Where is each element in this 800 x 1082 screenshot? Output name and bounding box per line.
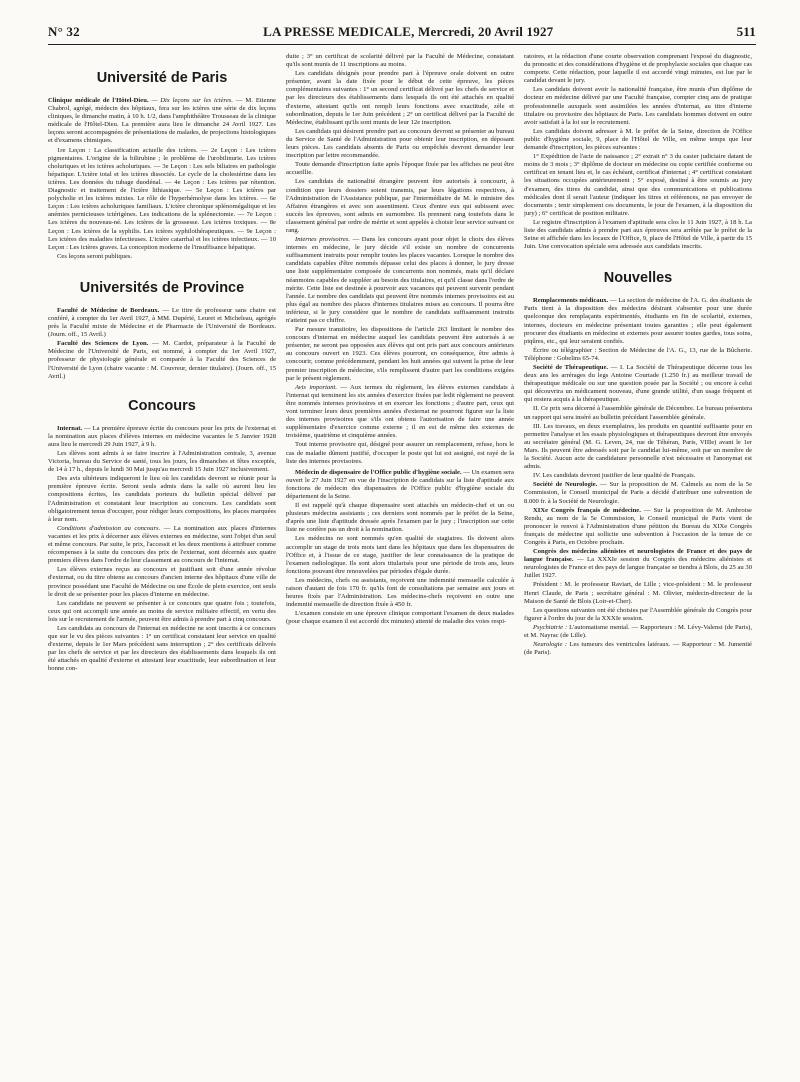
congres-medecine-body: — Sur la proposition de M. Ambroise Rendu, au nom de la 5e Commission, le Conseil municipal de Paris vient de prononcer le renvoi à l'Administration d'une pétition du Bureau du XIXe Congrès français de médecine qui sollicite une subvention à l'occasion de la tenue de ce Congrès à Paris, en Octobre prochain. [524, 506, 752, 546]
column-3 [524, 53, 752, 1063]
col3-p1: ratoires, et la rédaction d'une courte observation comprenant l'exposé du diagnostic, du pronostic et des considérations d'hygiène et de prophylaxie sociales que chaque cas comporte. Cette rédaction, pour laquelle il est accordé vingt minutes, est lue par le candidat devant le jury. [524, 53, 752, 85]
lecons-end: Ces leçons seront publiques. [57, 252, 133, 260]
internat-p5: Les candidats ne peuvent se présenter à ce concours que quatre fois ; toutefois, ceux qui ont accompli une année au moins de service militaire effectif, en vertu des lois sur le recrutement de l'armée, peuvent être admis à prendre part à cinq concours. [48, 599, 276, 623]
col2-p4: Toute demande d'inscription faite après l'époque fixée par les affiches ne peut être accueillie. [286, 161, 514, 177]
provisoires-lead: Internes provisoires. [295, 236, 351, 244]
internat-p6: Les candidats au concours de l'internat en médecine ne sont inscrits à ce concours que sur le vu des pièces suivantes : 1° un certificat constatant leur service en qualité d'externe, depuis le 1er Mars précédent sans interruption ; 2° des certificats délivrés par les chefs de service et par les directeurs des établissements dans lesquels ils ont été attachés en qualité d'externe et attestant leur exactitude, leur subordination et leur bonne con- [48, 624, 276, 673]
col2-p14: L'examen consiste en une épreuve clinique comportant l'examen de deux malades (pour chaque examen il est accordé dix minutes) attenté de maladie des voies respi- [286, 610, 514, 626]
important-lead: Avis important. [295, 383, 338, 391]
col2-p11: Il est rappelé qu'à chaque dispensaire sont attachés un médecin-chef et un ou plusieurs médecins assistants ; ces derniers sont nommés par le préfet de la Seine, d'après une liste d'aptitude dressée après l'examen par le jury ; l'inscription sur cette liste ne confère pas un droit à la nomination. [286, 502, 514, 534]
col3-p2: Les candidats doivent avoir la nationalité française, être munis d'un diplôme de docteur en médecine délivré par une Faculté française, compter cinq ans de pratique professionnelle auxquels sont assimilées les années d'internat, au titre d'interne titulaire ou provisoire des hôpitaux de Paris. Les candidats hommes doivent en outre avoir satisfait à la loi sur le recrutement. [524, 86, 752, 126]
column-1 [48, 53, 276, 1063]
internat-p3: Des avis ultérieurs indiqueront le lieu où les candidats devront se réunir pour la première épreuve écrite. Seront seuls admis dans la salle où auront lieu les compositions écrites, les candidats porteurs du bulletin spécial délivré par l'Administration et constatant leur inscription au concours. Les candidats sont obligatoirement tenus d'occuper, pour rédiger leurs compositions, les places marquées à leur nom. [48, 475, 276, 523]
col3-p5: Le registre d'inscription à l'examen d'aptitude sera clos le 11 Juin 1927, à 18 h. La liste des candidats admis à prendre part aux épreuves sera arrêtée par le préfet de la Seine et affichée dans les locaux de l'Office, 9, place de l'Hôtel de Ville, à partir du 15 Juin. Une convocation spéciale sera adressée aux candidats inscrits. [524, 218, 752, 251]
alienistes-questions: Les questions suivantes ont été choisies par l'Assemblée générale du Congrès pour figurer à l'ordre du jour de la XXXIe session. [524, 606, 752, 622]
conditions-body: — La nomination aux places d'internes vacantes et les prix à décerner aux élèves externes en médecine, sont l'objet d'un seul et même concours. Par suite, le prix, l'accessit et les deux mentions à attribuer comme récompenses à la suite du concours des prix de l'externat, sont décernés aux quatre premiers élèves dans l'ordre de leur classement au concours de l'internat. [48, 524, 276, 565]
therapeutique-body: — I. La Société de Thérapeutique décerne tous les deux ans les arrérages du legs Antoine Courtade (1.250 fr.) au meilleur travail de thérapeutique médicale ou sur une question posée par la Société ; ou encore à celui qui découvrira un médicament nouveau, d'une grande utilité, d'un usage fréquent et qui restera acquis à la thérapeutique. [524, 364, 752, 404]
col2-p2: Les candidats désignés pour prendre part à l'épreuve orale doivent en outre présenter, avant la date fixée pour le début de cette épreuve, les pièces complémentaires suivantes : 1° un second certificat délivré par les chefs de service et par les directeurs des établissements dans lesquels ils ont été attachés en qualité d'externe, attestant qu'ils ont rempli leurs fonctions avec exactitude, zèle et subordination, depuis le 1er Juin précédent ; 2° un certificat délivré par la Faculté de Médecine, établissant qu'ils sont munis de leur 12e inscription. [286, 70, 514, 126]
col2-p5: Les candidats de nationalité étrangère peuvent être autorisés à concourir, à condition que leurs dossiers soient transmis, par leurs légations respectives, à l'Administration de l'Assistance publique, par l'intermédiaire de M. le ministre des Affaires étrangères et avec son assentiment. Ceux d'entre eux qui subissent avec succès les épreuves, sont admis en surnombre. Ils prennent rang toutefois dans le classement général par ordre de mérite et sont appelés à choisir leur service suivant ce rang. [286, 178, 514, 234]
section-title: Université de Paris [96, 70, 228, 86]
neurologie-body: — Sur la proposition de M. Calmels au nom de la 5e Commission, le Conseil municipal de Paris a décidé d'attribuer une subvention de 8.000 fr. à la Société de Neurologie. [524, 481, 752, 505]
clinique-body: — M. Etienne Chabrol, agrégé, médecin des hôpitaux, fera sur les ictères une série de dix leçons cliniques, le dimanche matin, à 10 h. 1/2, dans l'amphithéâtre Trousseau de la clinique médicale de l'Hôtel-Dieu. La première aura lieu le dimanche 24 Avril 1927. Les leçons seront accompagnées de présentations de malades, de projections histologiques et d'examens chimiques. [48, 97, 276, 145]
hygiene-paragraph [286, 469, 514, 501]
section-nouvelles [548, 269, 728, 287]
important-body: — Aux termes du règlement, les élèves externes candidats à l'internat qui terminent les six années d'exercice fixées par ledit règlement ne peuvent être nommés internes provisoires et en exercer les fonctions ; d'autre part, ceux qui vont terminer leurs deux premières années d'externat ne pourront figurer sur la liste des internes provisoires que s'ils ont obtenu l'autorisation de faire une année supplémentaire d'exercice comme externe ; il en est de même des externes de troisième, quatrième et cinquième années. [286, 383, 514, 440]
hygiene-lead: Médecin de dispensaire de l'Office public d'hygiène sociale. [295, 468, 462, 476]
clinique-paragraph [48, 97, 276, 146]
psychiatrie-body: L'automatisme mental. — Rapporteurs : M. Lévy-Valensi (de Paris), et M. Nayrac (de Lille). [524, 623, 752, 639]
remplacements-contact: Écrire ou télégraphier : Section de Médecine de l'A. G., 13, rue de la Bûcherie. Téléphone : Gobelins 65-74. [524, 346, 752, 362]
clinique-lead: Clinique médicale de l'Hôtel-Dieu. [48, 97, 149, 104]
page-header [48, 24, 756, 45]
col3-p3: Les candidats doivent adresser à M. le préfet de la Seine, direction de l'Office public d'hygiène sociale, 9, place de l'Hôtel de Ville, en même temps que leur demande d'inscription, les pièces suivantes : [524, 127, 752, 152]
hygiene-body: — Un examen sera ouvert le 27 Juin 1927 en vue de l'inscription de candidats sur la liste d'aptitude aux fonctions de médecin des dispensaires de l'Office public d'hygiène sociale du département de la Seine. [286, 468, 514, 500]
internat-p4: Les élèves externes reçus au concours et justifiant soit d'une année révolue d'externat, ou du titre obtenu au concours d'ancien interne des hôpitaux d'une ville de province possédant une Faculté de Médecine ou une École de plein exercice, ont seuls le droit de se présenter pour les places d'interne en médecine. [48, 566, 276, 598]
congres-medecine-lead: XIXe Congrès français de médecine. [533, 506, 641, 514]
internat-body: — La première épreuve écrite du concours pour les prix de l'externat et la nomination aux places d'élèves internes en médecine vacantes le 5 Janvier 1928 aura lieu le mercredi 29 Juin 1927, à 9 h. [48, 424, 276, 448]
col2-p9: Tout interne provisoire qui, désigné pour assurer un remplacement, refuse, hors le cas de maladie dûment justifié, d'occuper le poste qui lui est assigné, est rayé de la liste des internes provisoires. [286, 441, 514, 465]
column-2 [286, 53, 514, 1063]
remplacements-paragraph [524, 297, 752, 346]
section-title: Nouvelles [603, 270, 673, 287]
columns [48, 53, 756, 1063]
psychiatrie-paragraph [524, 624, 752, 640]
provisoires-paragraph [286, 236, 514, 325]
important-paragraph [286, 384, 514, 441]
alienistes-lead: Congrès des médecins aliénistes et neurologistes de France et des pays de langue française. [524, 548, 752, 564]
section-universites-province [72, 279, 252, 297]
congres-medecine-paragraph [524, 507, 752, 547]
internat-paragraph [48, 425, 276, 449]
remplacements-lead: Remplacements médicaux. [533, 297, 609, 305]
section-universite-paris [72, 69, 252, 87]
col2-p3: Les candidats qui désirent prendre part au concours devront se présenter au bureau du Service de Santé de l'Administration pour obtenir leur inscription, en déposant leurs pièces. Les candidats absents de Paris ou empêchés devront demander leur inscription par lettre recommandée. [286, 127, 514, 160]
psychiatrie-lead: Psychiatrie : [533, 623, 568, 631]
bordeaux-body: — Le titre de professeur sans chaire est conféré, à compter du 1er Avril 1927, à MM. Dupérié, Leuret et Micheleau, agrégés près la Faculté mixte de Médecine et de Pharmacie de l'Université de Bordeaux. (Journ. off., 15 Avril.) [48, 306, 276, 339]
alienistes-bureau: Président : M. le professeur Raviart, de Lille ; vice-président : M. le professeur Henri Claude, de Paris ; secrétaire général : M. Olivier, médecin-directeur de la Maison de Santé de Blois (Loir-et-Cher). [524, 581, 752, 605]
section-title: Universités de Province [79, 279, 245, 296]
col2-p7: Par mesure transitoire, les dispositions de l'article 263 limitant le nombre des concours d'internat en médecine auquel les candidats peuvent être autorisés à se présenter, ne seront pas opposées aux élèves qui ont pris part aux concours antérieurs au concours ouvert en 1923. Ces élèves pourront, en conséquence, être admis à concourir, comme précédemment, pendant les huit années qui suivent la prise de leur premier inscription de médecine, s'ils remplissent d'autre part les conditions exigées par le présent règlement. [286, 326, 514, 382]
journal-title: LA PRESSE MEDICALE, Mercredi, 20 Avril 1927 [263, 24, 554, 39]
lecons-list: 1re Leçon : La classification actuelle des ictères. — 2e Leçon : Les ictères pigmentaires. L'origine de la bilirubine ; le problème de l'urobilinurie. Les ictères choluriques et les ictères acholuriques. — 3e Leçon : Les sels biliaires en pathologie hépatique. L'ictère total et les ictères dissociés. Le cycle de la cholestérine dans les ictères. Les données du tubage duodénal. — 4e Leçon : Les ictères par rétention. Diagnostic et traitement de l'ictère lithiasique. — 5e Leçon : Les ictères par polycholie et les ictères mixtes. Le rôle de l'hyperhémolyse dans les ictères. — 6e Leçon : Les ictères acholuriques familiaux. L'ictère chronique splénomégalique et les anémies pernicieuses ictérigènes. Les indications de la splénectomie. — 7e Leçon : Les ictères du nouveau-né. Les ictères de la grossesse. Les ictères toxiques. — 8e Leçon : Les ictères de la syphilis. Les ictères syphilothérapeutiques. — 9e Leçon : Les ictères des maladies infectieuses. L'ictère catarrhal et les ictères infectieux. — 10 Leçon : Les ictères graves. La conception moderne de l'insuffisance hépatique. [48, 146, 276, 251]
therapeutique-ii: II. Ce prix sera décerné à l'assemblée générale de Décembre. Le bureau présentera un rapport qui sera inséré au bulletin précédant l'assemblée générale. [524, 405, 752, 421]
lyon-paragraph [48, 340, 276, 380]
col3-p4: 1° Expédition de l'acte de naissance ; 2° extrait n° 3 du casier judiciaire datant de moins de 3 mois ; 3° diplôme de docteur en médecine ou copie certifiée conforme ou certificat en tenant lieu et, le cas échéant, certificat d'internat ; 4° certificat constatant les situations occupées antérieurement ; 5° exposé, destiné à être soumis au jury d'examen, des titres du candidat, ainsi que des communications et publications médicales dont il serait l'auteur (indiquer les titres et références, ne pas envoyer de documents ; tenir simplement ces documents, le jour de l'examen, à la disposition du jury) ; 6° certificat de position militaire. [524, 153, 752, 217]
neurologie-lead: Société de Neurologie. [533, 481, 598, 489]
alienistes-body: — La XXXIe session du Congrès des médecins aliénistes et neurologistes de France et des pays de langue française se tiendra à Blois, du 25 au 30 Juillet 1927. [524, 556, 752, 580]
conditions-lead: Conditions d'admission au concours. [57, 524, 161, 532]
lyon-body: — M. Cardot, préparateur à la Faculté de Médecine de l'Université de Paris, est nommé, à compter du 1er Avril 1927, professeur de physiologie générale et comparée à la Faculté des Sciences de l'Université de Lyon (chaire vacante : M. Couvreur, dernier titulaire). (Journ. off., 15 Avril.) [48, 340, 276, 380]
neurologie-topic-body: Les tumeurs des ventricules latéraux. — Rapporteur : M. Jumentié (de Paris). [524, 641, 752, 657]
therapeutique-paragraph [524, 364, 752, 404]
page-number: 511 [736, 24, 756, 39]
clinique-subtitle: — Dix leçons sur les ictères. [151, 97, 233, 104]
neurologie-topic-paragraph [524, 641, 752, 657]
section-title: Concours [128, 397, 196, 414]
neurologie-paragraph [524, 481, 752, 505]
bordeaux-lead: Faculté de Médecine de Bordeaux. [57, 306, 160, 314]
neurologie-topic-lead: Neurologie : [533, 641, 568, 649]
alienistes-paragraph [524, 548, 752, 580]
col2-p12: Les médecins ne sont nommés qu'en qualité de stagiaires. Ils doivent alors accomplir un stage de trois mois tant dans les hôpitaux que dans les dispensaires de l'Office et, à l'issue de ce stage, justifier de leur connaissance de la pratique de l'examen radiologique. Ils sont alors titularisés pour une période de trois ans, leurs fonctions pouvant être renouvelées par périodes d'égale durée. [286, 535, 514, 575]
internat-p2: Les élèves sont admis à se faire inscrire à l'Administration centrale, 3, avenue Victoria, bureau du Service de santé, tous les jours, les dimanches et fêtes exceptés, de 14 à 17 h., depuis le lundi 30 Mai jusqu'au mercredi 15 Juin 1927 inclusivement. [48, 450, 276, 474]
internat-lead: Internat. [57, 424, 83, 432]
therapeutique-iii: III. Les travaux, en deux exemplaires, les produits en quantité suffisante pour en permettre l'analyse et les essais physiologiques et thérapeutiques devront être envoyés au secrétaire général (M. G. Leven, 24, rue de Téhéran, Paris, VIIIe) avant le 1er Mars. Ils peuvent être adressés soit par le candidat lui-même, soit par un membre de la Société. Aucun acte de candidature personnelle n'est nécessaire et l'anonymat est admis. [524, 422, 752, 471]
section-concours [72, 397, 252, 415]
issue-number: N° 32 [48, 24, 80, 39]
col2-p1: duite ; 3° un certificat de scolarité délivré par la Faculté de Médecine, constatant qu'ils sont munis de 11 inscriptions au moins. [286, 53, 514, 69]
lyon-lead: Faculté des Sciences de Lyon. [57, 340, 149, 348]
col2-p13: Les médecins, chefs ou assistants, reçoivent une indemnité mensuelle calculée à raison d'autant de fois 170 fr. qu'ils font de consultations par semaine aux jours et heures fixés par l'Administration. Les médecins-chefs reçoivent en outre une indemnité mensuelle de direction fixée à 450 fr. [286, 576, 514, 609]
provisoires-body: — Dans les concours ayant pour objet le choix des élèves internes en médecine, le jury décide s'il existe un nombre de concurrents suffisamment instruits pour remplir toutes les places vacantes. Lorsque le nombre des candidats capables d'être nommés dépasse celui des places à donner, le jury dresse une liste supplémentaire composée de concurrents non nommés, mais qu'il déclare néanmoins capables de suppléer au besoin des titulaires, et qu'il classe dans l'ordre de mérite. Cette liste est destinée à pourvoir aux vacances qui peuvent survenir pendant l'année. Le nombre des candidats qui peuvent être nommés internes provisoires est au plus égal au nombre des places d'internes titulaires mises au concours. Il pourra être inférieur, si le jury considère que le nombre de candidats suffisamment instruits n'atteint pas ce chiffre. [286, 236, 514, 324]
bordeaux-paragraph [48, 307, 276, 339]
remplacements-body: — La section de médecine de l'A. G. des étudiants de Paris tient à la disposition des médecins désirant s'absenter pour une durée quelconque des remplaçants expérimentés, étudiants en fin de scolarité, externes, internes, docteurs en médecine présentant toutes garanties ; elle peut également procurer des étudiants en médecine et externes pour assurer toutes gardes, tous soins, piqûres, etc., qui leur seraient confiés. [524, 297, 752, 345]
therapeutique-iv: IV. Les candidats devront justifier de leur qualité de Français. [533, 472, 696, 480]
conditions-paragraph [48, 525, 276, 565]
therapeutique-lead: Société de Thérapeutique. [533, 364, 609, 371]
